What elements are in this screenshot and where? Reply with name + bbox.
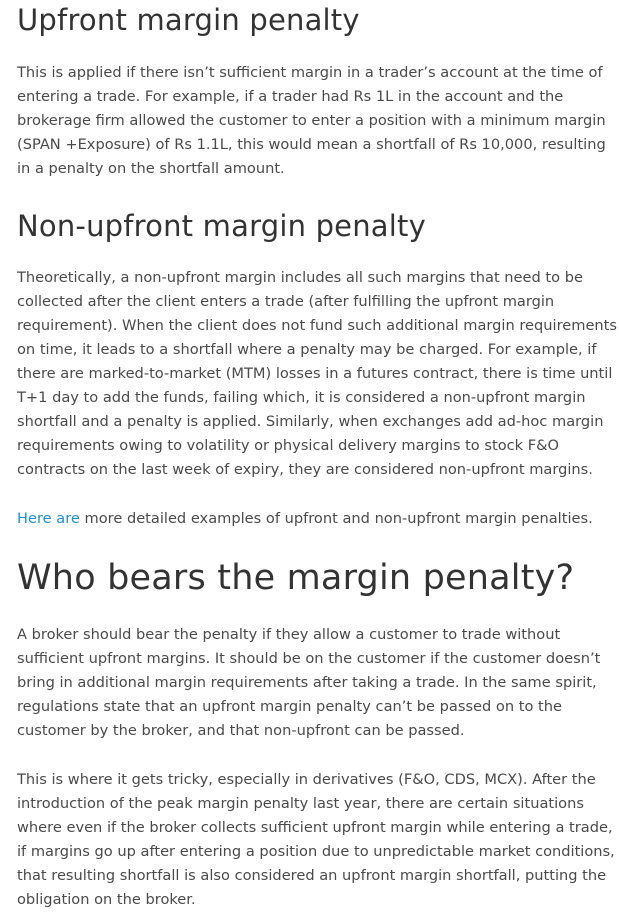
paragraph-non-upfront-description: Theoretically, a non-upfront margin includes all such margins that need to be collected after the client enters a trade (after fulfilling the upfront margin requirement). When the client does not fund such additional margin requirements on time, it leads to a shortfall where a penalty may be charged. For example, if there are marked-to-market (MTM) losses in a futures contract, there is time until T+1 day to add the funds, failing which, it is considered a non-upfront margin shortfall and a penalty is applied. Similarly, when exchanges add ad-hoc margin requirements owing to volatility or physical delivery margins to stock F&O contracts on the last week of expiry, they are considered non-upfront margins. [17, 269, 618, 478]
heading-non-upfront-margin-penalty: Non-upfront margin penalty [17, 209, 426, 243]
paragraph-who-bears-1: A broker should bear the penalty if they allow a customer to trade without sufficient upfront margins. It should be on the customer if the customer doesn’t bring in additional margin requirements after taking a trade. In the same spirit, regulations state that an upfront margin penalty can’t be passed on to the customer by the broker, and that non-upfront can be passed. [17, 626, 601, 739]
paragraph-who-bears-2: This is where it gets tricky, especially in derivatives (F&O, CDS, MCX). After the introduction of the peak margin penalty last year, there are certain situations where even if the broker collects sufficient upfront margin while entering a trade, if margins go up after entering a position due to unpredictable market conditions, that resulting shortfall is also considered an upfront margin shortfall, putting the obligation on the broker. [17, 771, 615, 908]
paragraph-upfront-description: This is applied if there isn’t sufficient margin in a trader’s account at the time of entering a trade. For example, if a trader had Rs 1L in the account and the brokerage firm allowed the customer to enter a position with a minimum margin (SPAN +Exposure) of Rs 1.1L, this would mean a shortfall of Rs 10,000, resulting in a penalty on the shortfall amount. [17, 64, 606, 177]
here-are-link[interactable]: Here are [17, 510, 80, 527]
examples-link-followup-text: more detailed examples of upfront and non-upfront margin penalties. [79, 510, 593, 527]
heading-upfront-margin-penalty: Upfront margin penalty [17, 3, 360, 37]
heading-who-bears-margin-penalty: Who bears the margin penalty? [17, 558, 575, 598]
paragraph-examples-link [17, 507, 617, 531]
